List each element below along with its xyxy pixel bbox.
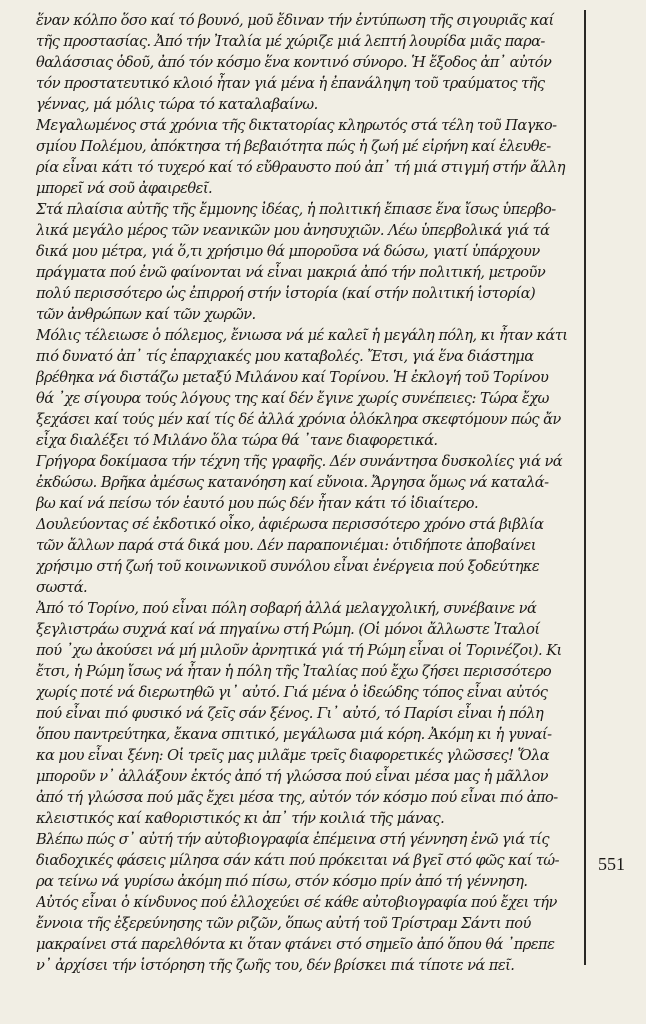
text-line: Δουλεύοντας σέ ἐκδοτικό οἶκο, ἀφιέρωσα περισσότερο χρόνο στά βιβλία [36, 516, 544, 533]
text-line: χωρίς ποτέ νά διερωτηθῶ γι᾽ αὐτό. Γιά μένα ὁ ἰδεώδης τόπος εἶναι αὐτός [36, 684, 548, 701]
text-line: μποροῦν ν᾽ ἀλλάξουν ἐκτός ἀπό τή γλώσσα πού εἶναι μέσα μας ἡ μᾶλλον [36, 768, 549, 785]
text-line: τῶν ἄλλων παρά στά δικά μου. Δέν παραπονιέμαι: ὁτιδήποτε ἀποβαίνει [36, 537, 536, 554]
text-line: ἔννοια τῆς ἐξερεύνησης τῶν ριζῶν, ὅπως αὐτή τοῦ Τρίστραμ Σάντι πού [36, 915, 531, 932]
text-line: τῶν ἀνθρώπων καί τῶν χωρῶν. [36, 306, 256, 323]
text-line: μπορεῖ νά σοῦ ἀφαιρεθεῖ. [36, 180, 213, 197]
text-line: μακραίνει στά παρελθόντα κι ὅταν φτάνει στό σημεῖο ἀπό ὅπου θά ᾽πρεπε [36, 936, 555, 953]
text-line: γέννας, μά μόλις τώρα τό καταλαβαίνω. [36, 96, 318, 113]
text-line: κλειστικός καί καθοριστικός κι ἀπ᾽ τήν κοιλιά τῆς μάνας. [36, 810, 445, 827]
text-line: ν᾽ ἀρχίσει τήν ἱστόρηση τῆς ζωῆς του, δέν βρίσκει πιά τίποτε νά πεῖ. [36, 957, 515, 974]
text-line: ξεχάσει καί τούς μέν καί τίς δέ ἀλλά χρόνια ὁλόκληρα σκεφτόμουν πώς ἄν [36, 411, 561, 428]
text-line: δικά μου μέτρα, γιά ὅ,τι χρήσιμο θά μποροῦσα νά δώσω, γιατί ὑπάρχουν [36, 243, 540, 260]
text-line: ἔτσι, ἡ Ρώμη ἴσως νά ἦταν ἡ πόλη τῆς Ἰταλίας πού ἔχω ζήσει περισσότερο [36, 663, 552, 680]
text-line: βω καί νά πείσω τόν ἑαυτό μου πώς δέν ἦταν κάτι τό ἰδιαίτερο. [36, 495, 479, 512]
page-text [36, 10, 572, 976]
text-line: ρία εἶναι κάτι τό τυχερό καί τό εὔθραυστο πού ἀπ᾽ τή μιά στιγμή στήν ἄλλη [36, 159, 565, 176]
text-line: ἐκδώσω. Βρῆκα ἀμέσως κατανόηση καί εὔνοια. Ἄργησα ὅμως νά καταλά- [36, 474, 549, 491]
text-line: πού εἶναι πιό φυσικό νά ζεῖς σάν ξένος. Γι᾽ αὐτό, τό Παρίσι εἶναι ἡ πόλη [36, 705, 544, 722]
text-line: εἶχα διαλέξει τό Μιλάνο ὅλα τώρα θά ᾽τανε διαφορετικά. [36, 432, 438, 449]
text-line: κα μου εἶναι ξένη: Οἱ τρεῖς μας μιλᾶμε τρεῖς διαφορετικές γλῶσσες! Ὅλα [36, 747, 550, 764]
text-line: θά ᾽χε σίγουρα τούς λόγους της καί δέν ἔγινε χωρίς συνέπειες: Τώρα ἔχω [36, 390, 549, 407]
text-line: σμίου Πολέμου, ἀπόκτησα τή βεβαιότητα πώς ἡ ζωή μέ εἰρήνη καί ἐλευθε- [36, 138, 551, 155]
text-line: Γρήγορα δοκίμασα τήν τέχνη τῆς γραφῆς. Δέν συνάντησα δυσκολίες γιά νά [36, 453, 563, 470]
text-line: ἕναν κόλπο ὅσο καί τό βουνό, μοῦ ἔδιναν τήν ἐντύπωση τῆς σιγουριᾶς καί [36, 12, 554, 29]
text-line: ἀπό τή γλώσσα πού μᾶς ἔχει μέσα της, αὐτόν τόν κόσμο πού εἶναι πιό ἀπο- [36, 789, 558, 806]
text-line: Στά πλαίσια αὐτῆς τῆς ἔμμονης ἰδέας, ἡ πολιτική ἔπιασε ἕνα ἴσως ὑπερβο- [36, 201, 556, 218]
text-line: διαδοχικές φάσεις μίλησα σάν κάτι πού πρόκειται νά βγεῖ στό φῶς καί τώ- [36, 852, 559, 869]
text-line: χρήσιμο στή ζωή τοῦ κοινωνικοῦ συνόλου εἶναι ἐνέργεια πού ξοδεύτηκε [36, 558, 540, 575]
text-line: πιό δυνατό ἀπ᾽ τίς ἐπαρχιακές μου καταβολές. Ἔτσι, γιά ἕνα διάστημα [36, 348, 534, 365]
text-line: σωστά. [36, 579, 88, 596]
text-line: ὅπου παντρεύτηκα, ἔκανα σπιτικό, μεγάλωσα μιά κόρη. Ἀκόμη κι ἡ γυναί- [36, 726, 552, 743]
text-line: λικά μεγάλο μέρος τῶν νεανικῶν μου ἀνησυχιῶν. Λέω ὑπερβολικά γιά τά [36, 222, 550, 239]
text-line: πράγματα πού ἐνῶ φαίνονται νά εἶναι μακριά ἀπό τήν πολιτική, μετροῦν [36, 264, 546, 281]
text-line: ξεγλιστράω συχνά καί νά πηγαίνω στή Ρώμη. (Οἱ μόνοι ἄλλωστε Ἰταλοί [36, 621, 540, 638]
text-line: βρέθηκα νά διστάζω μεταξύ Μιλάνου καί Τορίνου. Ἡ ἐκλογή τοῦ Τορίνου [36, 369, 549, 386]
text-line: Αὐτός εἶναι ὁ κίνδυνος πού ἐλλοχεύει σέ κάθε αὐτοβιογραφία πού ἔχει τήν [36, 894, 557, 911]
text-line: ρα τείνω νά γυρίσω ἀκόμη πιό πίσω, στόν κόσμο πρίν ἀπό τή γέννηση. [36, 873, 528, 890]
text-line: Βλέπω πώς σ᾽ αὐτή τήν αὐτοβιογραφία ἐπέμεινα στή γέννηση ἐνῶ γιά τίς [36, 831, 549, 848]
text-line: πού ᾽χω ἀκούσει νά μή μιλοῦν ἀρνητικά γιά τή Ρώμη εἶναι οἱ Τορινέζοι). Κι [36, 642, 562, 659]
margin-rule [584, 10, 586, 965]
text-line: θαλάσσιας ὁδοῦ, ἀπό τόν κόσμο ἕνα κοντινό σύνορο. Ἡ ἔξοδος ἀπ᾽ αὐτόν [36, 54, 552, 71]
text-line: Μόλις τέλειωσε ὁ πόλεμος, ἔνιωσα νά μέ καλεῖ ἡ μεγάλη πόλη, κι ἦταν κάτι [36, 327, 568, 344]
page-number: 551 [598, 854, 625, 874]
text-line: πολύ περισσότερο ὡς ἐπιρροή στήν ἱστορία (καί στήν πολιτική ἱστορία) [36, 285, 536, 302]
text-line: τόν προστατευτικό κλοιό ἦταν γιά μένα ἡ ἐπανάληψη τοῦ τραύματος τῆς [36, 75, 545, 92]
text-line: Ἀπό τό Τορίνο, πού εἶναι πόλη σοβαρή ἀλλά μελαγχολική, συνέβαινε νά [36, 600, 537, 617]
text-line: τῆς προστασίας. Ἀπό τήν Ἰταλία μέ χώριζε μιά λεπτή λουρίδα μιᾶς παρα- [36, 33, 545, 50]
text-line: Μεγαλωμένος στά χρόνια τῆς δικτατορίας κληρωτός στά τέλη τοῦ Παγκο- [36, 117, 557, 134]
